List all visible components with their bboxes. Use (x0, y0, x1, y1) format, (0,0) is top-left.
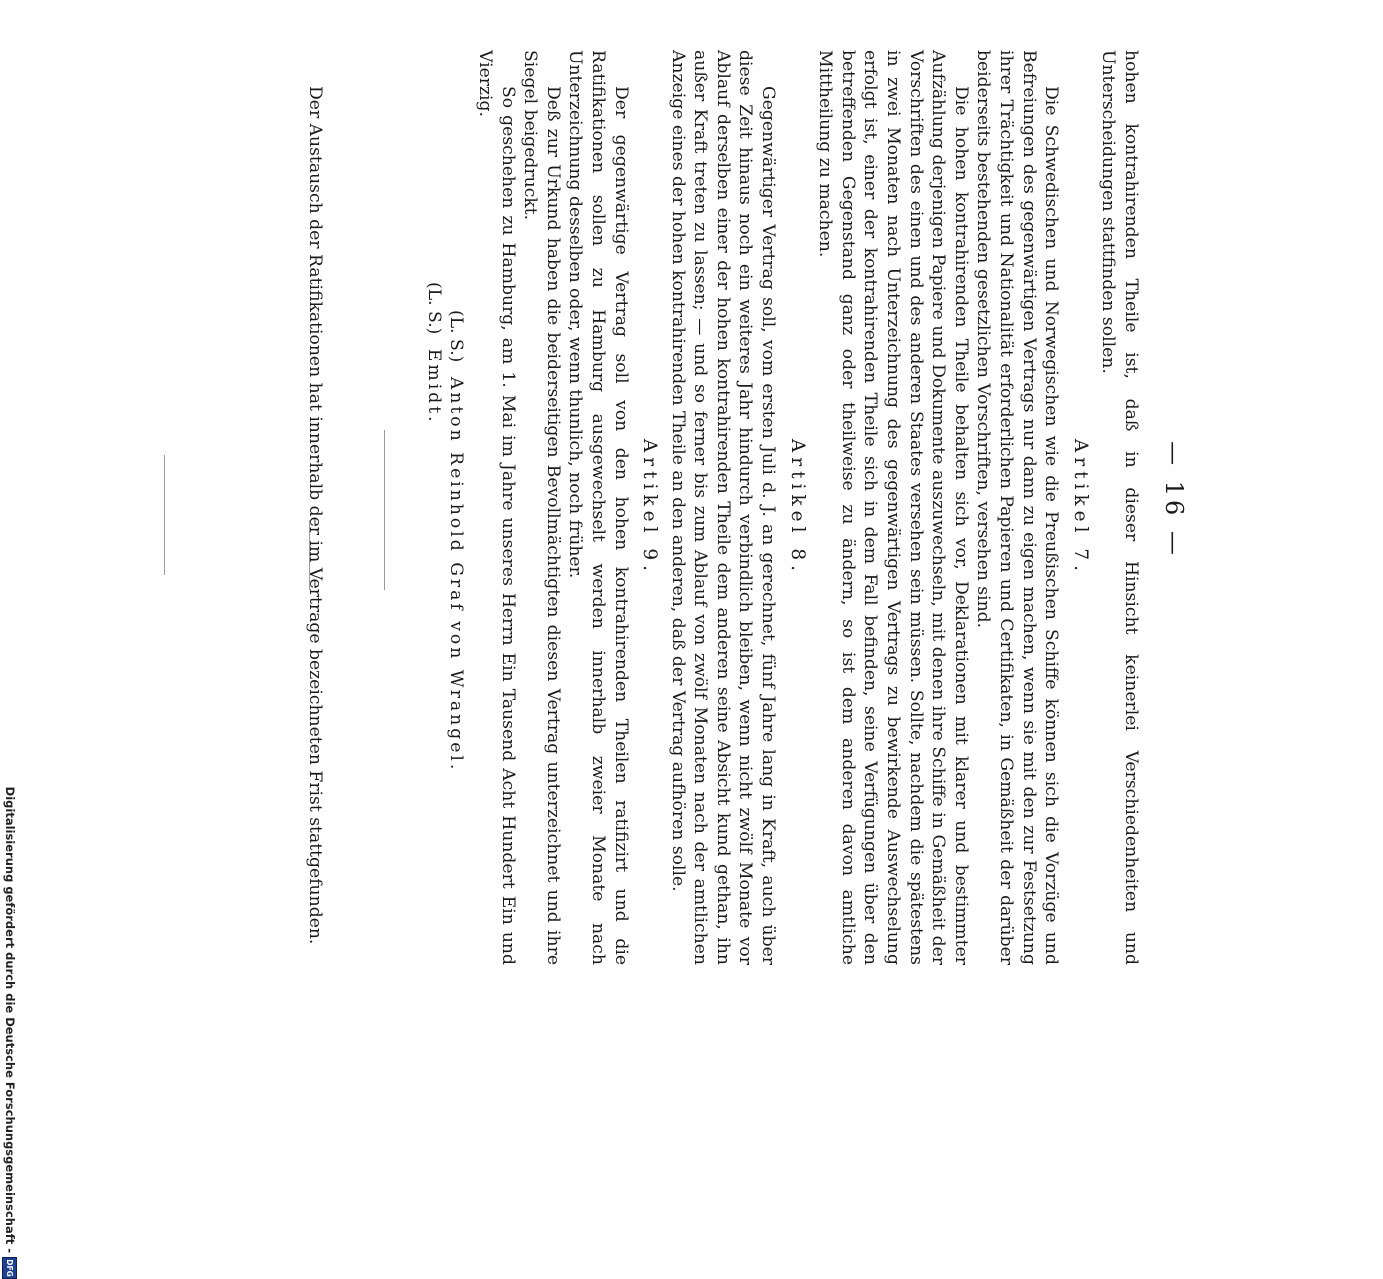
article8-paragraph-1: Gegenwärtiger Vertrag soll, vom ersten Juli d. J. an gerechnet, fünf Jahre lang in Kraft, auch über diese Zeit hinaus noch ein weiteres Jahr hindurch verbindlich bleiben, wenn nicht zwölf Monate vor Ablauf derselben einer der hohen kontrahirenden Theile dem anderen seine Absicht kund gethan, ihn außer Kraft treten zu lassen; — und so ferner bis zum Ablauf von zwölf Monaten nach der amtlichen Anzeige eines der hohen kontrahirenden Theile an den anderen, daß der Vertrag aufhören solle. (667, 50, 779, 965)
article8-heading: Artikel 8. (786, 438, 808, 577)
digitization-credit-sidebar (0, 0, 26, 1277)
page-number: — 16 — (1160, 441, 1188, 559)
main-text-block (304, 50, 1142, 965)
article7-paragraph-2: Die hohen kontrahirenden Theile behalten sich vor, Deklarationen mit klarer und bestimmter Aufzählung derjenigen Papiere und Dokumente auszuwechseln, mit denen ihre Schiffe in Gemäßheit der Vorschriften des einen und des anderen Staates versehen sein müssen. Sollte, nachdem die spätestens in zwei Monaten nach Unterzeichnung des gegenwärtigen Vertrags zu bewirkende Auswechselung erfolgt ist, einer der kontrahirenden Theile sich in dem Fall befinden, seine Verfügungen über den betreffenden Gegenstand ganz oder theilweise zu ändern, so ist dem anderen davon amtliche Mittheilung zu machen. (815, 50, 971, 965)
signature-line-2 (422, 50, 445, 965)
ratification-note: Der Austausch der Ratifikationen hat innerhalb der im Vertrage bezeichneten Frist stattgefunden. (305, 86, 326, 945)
signatory-name-2: Emidt. (423, 348, 444, 425)
separator-rule-3 (164, 455, 165, 575)
article7-heading: Artikel 7. (1069, 438, 1091, 577)
separator-rule-1 (384, 430, 385, 590)
seal-mark-1: (L. S.) (446, 310, 467, 363)
article9-paragraph-3: So geschehen zu Hamburg, am 1. Mai im Jahre unseres Herrn Ein Tausend Acht Hundert Ein und Vierzig. (474, 50, 518, 965)
separator-rule-2 (309, 520, 310, 590)
dfg-logo-icon: DFG (3, 1257, 18, 1279)
article9-heading: Artikel 9. (639, 438, 661, 577)
article7-paragraph-1: Die Schwedischen und Norwegischen wie die Preußischen Schiffe können sich die Vorzüge und Befreiungen des gegenwärtigen Vertrags nur dann zu eigen machen, wenn sie mit den zur Festsetzung ihrer Trächtigkeit und Nationalität erforderlichen Papieren und Certifikaten, in Gemäßheit der darüber beiderseits bestehenden gesetzlichen Vorschriften, versehen sind. (973, 50, 1062, 965)
signature-line-1 (445, 50, 468, 965)
seal-mark-2: (L. S.) (423, 282, 444, 335)
scanned-page (200, 0, 1200, 1000)
digitization-credit-text: Digitalisierung gefördert durch die Deutsche Forschungsgemeinschaft - (3, 786, 17, 1253)
article9-paragraph-2: Deß zur Urkund haben die beiderseitigen Bevollmächtigten diesen Vertrag unterzeichnet und ihre Siegel beigedruckt. (520, 50, 563, 965)
article6-continuation: hohen kontrahirenden Theile ist, daß in dieser Hinsicht keinerlei Verschiedenheiten und Unterscheidungen stattfinden sollen. (1098, 50, 1141, 965)
article9-paragraph-1: Der gegenwärtige Vertrag soll von den hohen kontrahirenden Theilen ratifizirt und die Ratifikationen sollen zu Hamburg ausgewechselt werden innerhalb zweier Monate nach Unterzeichnung desselben oder, wenn thunlich, noch früher. (565, 50, 631, 965)
signatory-name-1: Anton Reinhold Graf von Wrangel. (446, 376, 467, 773)
digitization-credit (1, 319, 19, 1279)
